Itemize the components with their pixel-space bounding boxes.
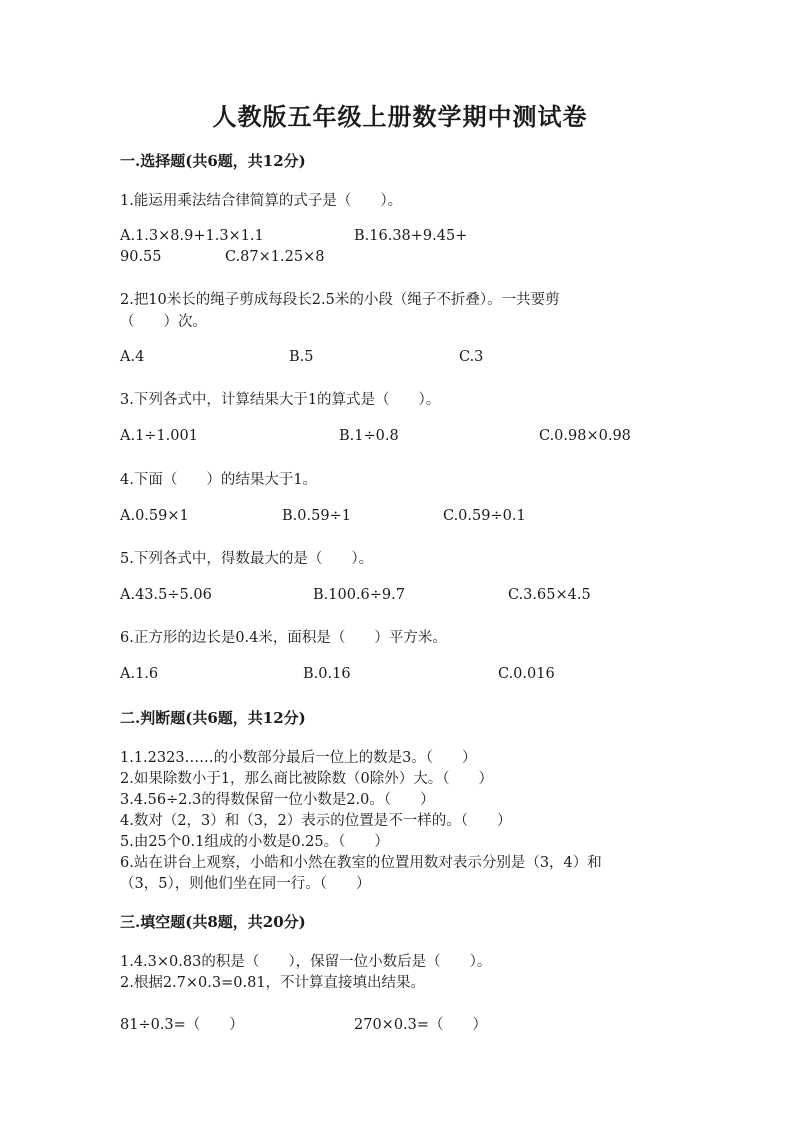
judge-item: 1.1.2323……的小数部分最后一位上的数是3。（ ） <box>120 750 477 766</box>
option-a: A.1÷1.001 <box>120 428 198 444</box>
option-b: B.16.38+9.45+ <box>354 228 468 244</box>
option-b: B.0.16 <box>303 666 351 682</box>
page-title: 人教版五年级上册数学期中测试卷 <box>212 102 588 131</box>
option-c: C.0.98×0.98 <box>539 428 631 444</box>
fill-blank-a: 81÷0.3=（ ） <box>120 1017 244 1033</box>
option-c: C.87×1.25×8 <box>225 249 325 265</box>
question-stem: 6.正方形的边长是0.4米，面积是（ ）平方米。 <box>120 630 447 646</box>
option-b: B.1÷0.8 <box>339 428 399 444</box>
option-b: B.0.59÷1 <box>282 508 351 524</box>
option-a: A.1.3×8.9+1.3×1.1 <box>120 228 264 244</box>
question-stem: 5.下列各式中，得数最大的是（ ）。 <box>120 551 374 567</box>
option-c: C.0.59÷0.1 <box>443 508 526 524</box>
judge-item: 3.4.56÷2.3的得数保留一位小数是2.0。（ ） <box>120 792 435 808</box>
question-stem: 2.把10米长的绳子剪成每段长2.5米的小段（绳子不折叠）。一共要剪 <box>120 292 560 308</box>
question-stem: 1.能运用乘法结合律简算的式子是（ ）。 <box>120 193 403 209</box>
section-heading-choice: 一.选择题(共6题，共12分) <box>120 152 306 170</box>
judge-item: 6.站在讲台上观察，小皓和小然在教室的位置用数对表示分别是（3，4）和 <box>120 855 602 871</box>
option-b: B.100.6÷9.7 <box>313 587 405 603</box>
section-heading-judge: 二.判断题(共6题，共12分) <box>120 709 306 727</box>
option-a: A.43.5÷5.06 <box>120 587 212 603</box>
option-b: B.5 <box>289 349 314 365</box>
judge-item: 2.如果除数小于1，那么商比被除数（0除外）大。（ ） <box>120 771 494 787</box>
option-a: A.4 <box>120 349 145 365</box>
option-a: A.1.6 <box>120 666 159 682</box>
question-stem: 3.下列各式中，计算结果大于1的算式是（ ）。 <box>120 392 441 408</box>
option-a: A.0.59×1 <box>120 508 189 524</box>
section-heading-fill: 三.填空题(共8题，共20分) <box>120 913 306 931</box>
option-b-continued: 90.55 <box>120 249 162 265</box>
judge-item-continued: （3，5），则他们坐在同一行。（ ） <box>120 876 371 892</box>
fill-blank-b: 270×0.3=（ ） <box>354 1017 488 1033</box>
question-stem-continued: （ ）次。 <box>120 314 207 330</box>
option-c: C.3 <box>459 349 484 365</box>
question-stem: 4.下面（ ）的结果大于1。 <box>120 472 318 488</box>
option-c: C.0.016 <box>498 666 555 682</box>
judge-item: 4.数对（2，3）和（3，2）表示的位置是不一样的。（ ） <box>120 813 512 829</box>
option-c: C.3.65×4.5 <box>508 587 591 603</box>
judge-item: 5.由25个0.1组成的小数是0.25。（ ） <box>120 834 389 850</box>
fill-question: 2.根据2.7×0.3=0.81，不计算直接填出结果。 <box>120 975 426 991</box>
fill-question: 1.4.3×0.83的积是（ ），保留一位小数后是（ ）。 <box>120 954 492 970</box>
